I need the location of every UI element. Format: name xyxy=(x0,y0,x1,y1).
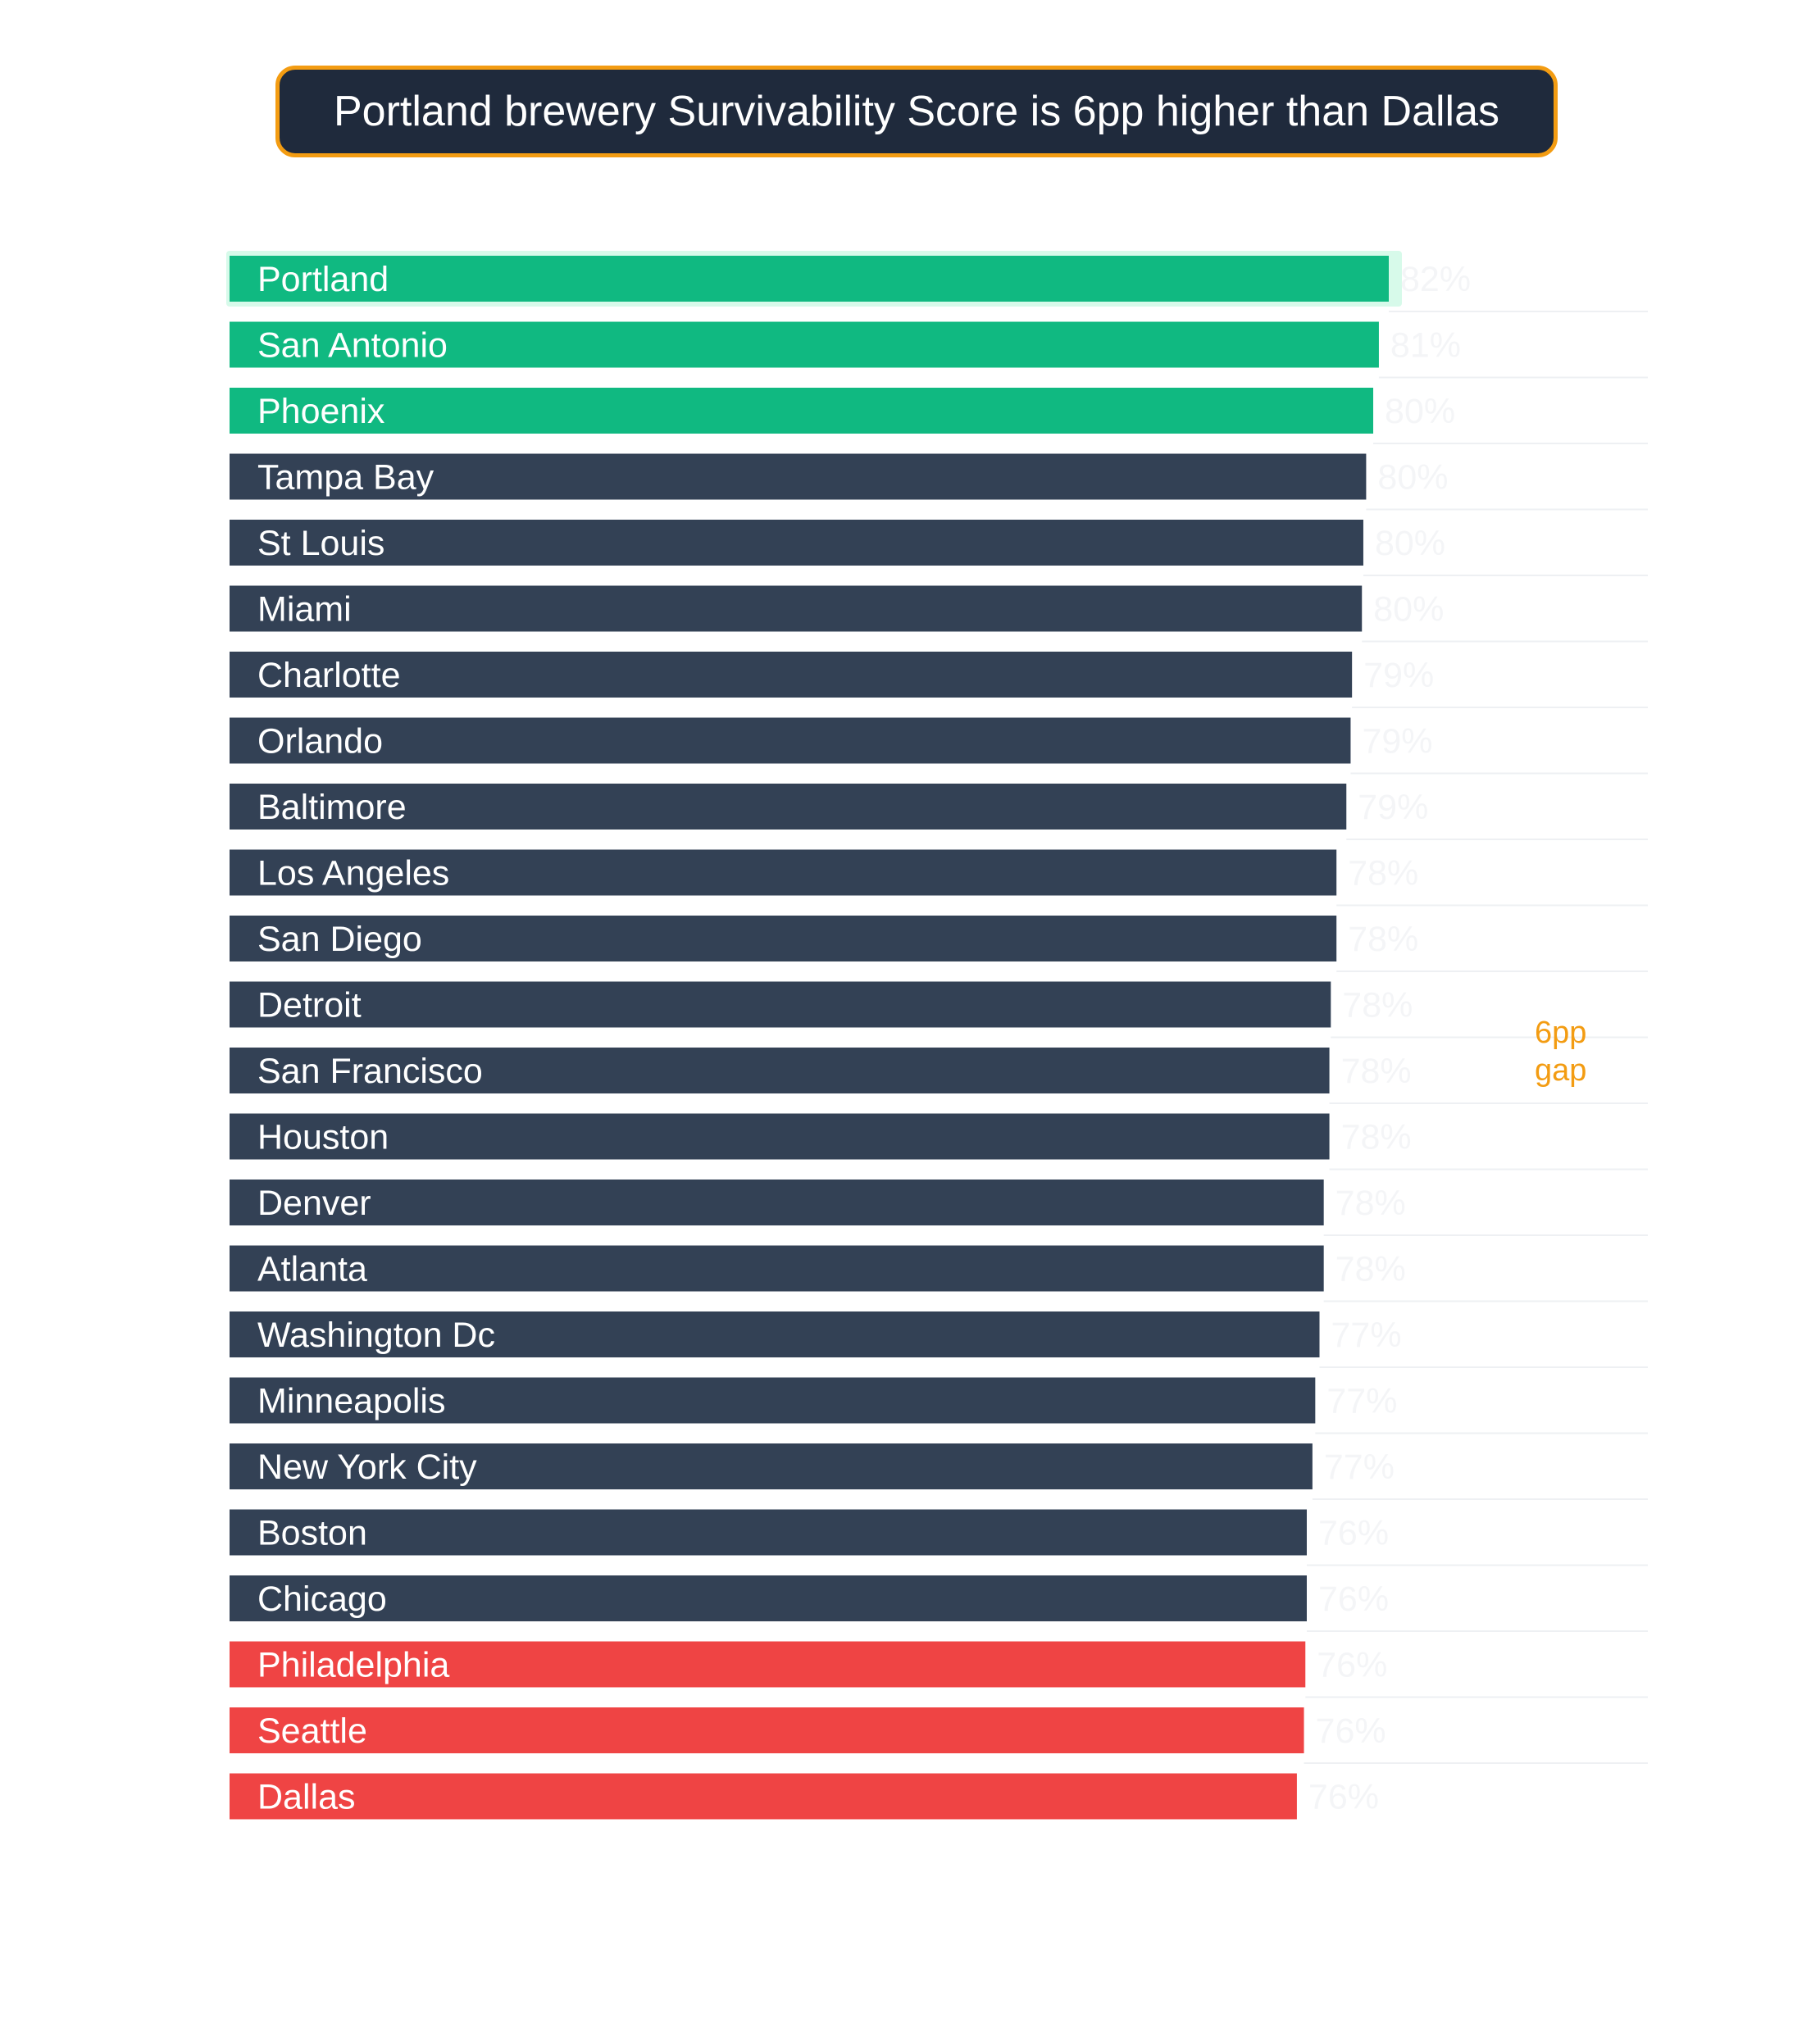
bar-label-philadelphia: Philadelphia xyxy=(257,1645,450,1685)
bar-label-detroit: Detroit xyxy=(257,985,362,1025)
bar-label-san-diego: San Diego xyxy=(257,920,422,959)
value-label-new-york-city: 77% xyxy=(1323,1448,1395,1487)
value-label-portland: 82% xyxy=(1400,260,1472,299)
value-label-chicago: 76% xyxy=(1317,1580,1390,1619)
bar-label-portland: Portland xyxy=(257,260,389,299)
bar-label-chicago: Chicago xyxy=(257,1580,387,1619)
bar-label-seattle: Seattle xyxy=(257,1711,367,1751)
value-label-phoenix: 80% xyxy=(1385,392,1456,431)
value-label-seattle: 76% xyxy=(1315,1711,1386,1751)
bar-label-washington-dc: Washington Dc xyxy=(257,1316,495,1355)
bar-boston xyxy=(230,1510,1307,1556)
bar-label-st-louis: St Louis xyxy=(257,524,385,563)
value-label-tampa-bay: 80% xyxy=(1377,457,1449,498)
value-label-washington-dc: 77% xyxy=(1331,1316,1402,1355)
bar-portland xyxy=(230,256,1389,302)
bar-label-atlanta: Atlanta xyxy=(257,1249,367,1289)
bar-miami xyxy=(230,586,1362,632)
value-label-detroit: 78% xyxy=(1342,985,1413,1025)
bar-denver xyxy=(230,1180,1324,1225)
value-label-boston: 76% xyxy=(1317,1513,1390,1553)
bars xyxy=(226,251,1471,1820)
bar-chicago xyxy=(230,1575,1307,1621)
value-label-minneapolis: 77% xyxy=(1326,1381,1398,1421)
bar-detroit xyxy=(230,982,1331,1028)
bar-atlanta xyxy=(230,1246,1324,1292)
bar-phoenix xyxy=(230,388,1373,434)
bar-label-baltimore: Baltimore xyxy=(257,788,407,827)
bar-st-louis xyxy=(230,520,1363,566)
bar-label-san-francisco: San Francisco xyxy=(257,1052,483,1091)
value-label-atlanta: 78% xyxy=(1335,1249,1406,1289)
bar-label-los-angeles: Los Angeles xyxy=(257,853,450,893)
bar-label-orlando: Orlando xyxy=(257,721,383,761)
bar-label-dallas: Dallas xyxy=(257,1777,356,1817)
bar-label-miami: Miami xyxy=(257,589,352,630)
value-label-philadelphia: 76% xyxy=(1317,1645,1388,1685)
bar-houston xyxy=(230,1114,1330,1160)
bar-dallas xyxy=(230,1774,1297,1820)
bar-label-tampa-bay: Tampa Bay xyxy=(257,457,435,498)
value-label-houston: 78% xyxy=(1340,1117,1412,1157)
chart-title: Portland brewery Survivability Score is 6pp higher than Dallas xyxy=(275,66,1558,157)
bar-seattle xyxy=(230,1707,1304,1753)
bar-label-san-antonio: San Antonio xyxy=(257,325,448,366)
value-label-los-angeles: 78% xyxy=(1348,853,1419,893)
value-label-baltimore: 79% xyxy=(1358,788,1429,827)
value-label-miami: 80% xyxy=(1373,589,1445,630)
bar-label-charlotte: Charlotte xyxy=(257,656,401,695)
gap-annotation-line-1: 6pp xyxy=(1535,1016,1587,1050)
bar-label-boston: Boston xyxy=(257,1513,367,1553)
gap-annotation-line-2: gap xyxy=(1535,1053,1587,1088)
bar-label-denver: Denver xyxy=(257,1184,371,1223)
value-label-st-louis: 80% xyxy=(1374,524,1446,563)
bar-label-minneapolis: Minneapolis xyxy=(257,1381,446,1421)
annotations xyxy=(1535,1016,1586,1088)
bar-label-new-york-city: New York City xyxy=(257,1448,477,1487)
value-label-dallas: 76% xyxy=(1308,1777,1379,1817)
value-label-charlotte: 79% xyxy=(1363,656,1435,695)
bar-label-phoenix: Phoenix xyxy=(257,392,385,431)
value-label-orlando: 79% xyxy=(1362,721,1433,761)
value-label-san-diego: 78% xyxy=(1348,920,1419,959)
bar-orlando xyxy=(230,718,1350,764)
value-label-san-antonio: 81% xyxy=(1390,325,1462,366)
bar-label-houston: Houston xyxy=(257,1117,389,1157)
value-label-denver: 78% xyxy=(1335,1184,1406,1223)
value-label-san-francisco: 78% xyxy=(1340,1052,1412,1091)
